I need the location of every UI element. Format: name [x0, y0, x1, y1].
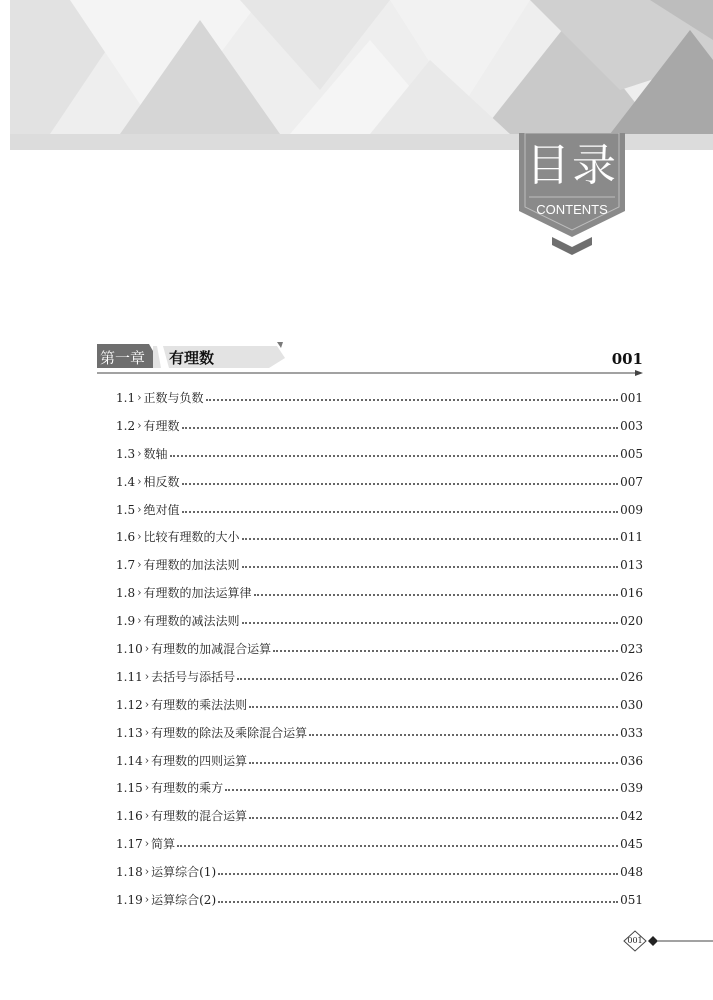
toc-entry[interactable]	[116, 523, 643, 551]
toc-entry-title: 简算	[151, 837, 176, 852]
toc-entry[interactable]	[116, 440, 643, 468]
toc-entry-number: 1.7	[116, 558, 136, 573]
toc-entry-number: 1.12	[116, 697, 143, 712]
chapter-rule	[97, 369, 643, 377]
toc-leader-dots	[242, 566, 619, 568]
toc-entry-title: 有理数的四则运算	[151, 753, 248, 768]
toc-leader-dots	[225, 789, 618, 791]
toc-entry-number: 1.19	[116, 892, 143, 907]
toc-entry-page: 001	[620, 390, 643, 405]
toc-entry-number: 1.17	[116, 837, 143, 852]
toc-entry[interactable]	[116, 635, 643, 663]
chevron-right-icon: ›	[144, 697, 150, 711]
chevron-right-icon: ›	[144, 753, 150, 767]
footer-page-number: 001	[627, 936, 643, 945]
toc-entry-title: 数轴	[143, 446, 168, 461]
chevron-right-icon: ›	[144, 641, 150, 655]
toc-entry[interactable]	[116, 886, 643, 914]
toc-entry-number: 1.14	[116, 753, 143, 768]
toc-entry-page: 030	[620, 697, 643, 712]
contents-subtitle: CONTENTS	[536, 202, 608, 217]
chevron-right-icon: ›	[144, 892, 150, 906]
toc-leader-dots	[177, 845, 618, 847]
toc-entry[interactable]	[116, 384, 643, 412]
toc-entry-number: 1.15	[116, 781, 143, 796]
toc-leader-dots	[309, 734, 618, 736]
toc-entry-title: 正数与负数	[143, 390, 204, 405]
chevron-right-icon: ›	[137, 474, 142, 488]
toc-leader-dots	[182, 511, 619, 513]
toc-entry[interactable]	[116, 691, 643, 719]
toc-entry-title: 有理数	[143, 418, 180, 433]
chevron-right-icon: ›	[144, 669, 150, 683]
toc-leader-dots	[218, 901, 618, 903]
toc-entry[interactable]	[116, 747, 643, 775]
chevron-right-icon: ›	[144, 781, 150, 795]
toc-entry[interactable]	[116, 830, 643, 858]
toc-leader-dots	[182, 483, 619, 485]
toc-entry-number: 1.16	[116, 809, 143, 824]
toc-entry-page: 011	[620, 530, 643, 545]
toc-entry-page: 016	[620, 586, 643, 601]
toc-entry-page: 023	[620, 641, 643, 656]
chevron-right-icon: ›	[137, 614, 142, 628]
toc-leader-dots	[206, 399, 619, 401]
toc-entry-title: 有理数的除法及乘除混合运算	[151, 725, 308, 740]
toc-entry-page: 045	[620, 837, 643, 852]
contents-title: 目录	[526, 140, 618, 191]
toc-leader-dots	[254, 594, 619, 596]
chevron-right-icon: ›	[137, 530, 142, 544]
toc-entry[interactable]	[116, 579, 643, 607]
chapter-title[interactable]: 有理数	[169, 349, 215, 367]
chevron-right-icon: ›	[144, 725, 150, 739]
toc-entry-number: 1.18	[116, 865, 143, 880]
toc-entry[interactable]	[116, 551, 643, 579]
chevron-right-icon: ›	[144, 809, 150, 823]
toc-entry-title: 运算综合(2)	[151, 892, 217, 907]
toc-entry-number: 1.4	[116, 474, 136, 489]
toc-entry-title: 有理数的加减混合运算	[151, 641, 272, 656]
toc-leader-dots	[242, 622, 619, 624]
toc-entry-page: 007	[620, 474, 643, 489]
toc-entry-number: 1.13	[116, 725, 143, 740]
chevron-right-icon: ›	[137, 446, 142, 460]
toc-entry-page: 039	[620, 781, 643, 796]
toc-entry-page: 026	[620, 669, 643, 684]
toc-entry[interactable]	[116, 468, 643, 496]
chapter-heading	[97, 342, 643, 378]
toc-entry-title: 去括号与添括号	[151, 669, 236, 684]
toc-leader-dots	[242, 538, 619, 540]
toc-entry-title: 有理数的加法运算律	[143, 586, 252, 601]
toc-entry-title: 有理数的减法法则	[143, 614, 240, 629]
toc-entry-page: 009	[620, 502, 643, 517]
toc-leader-dots	[237, 678, 618, 680]
toc-entry[interactable]	[116, 496, 643, 524]
toc-entry-title: 有理数的乘方	[151, 781, 224, 796]
toc-entry[interactable]	[116, 663, 643, 691]
toc-entry-number: 1.8	[116, 586, 136, 601]
header-banner	[10, 0, 713, 150]
chevron-right-icon: ›	[144, 837, 150, 851]
toc-entry-number: 1.3	[116, 446, 136, 461]
chevron-right-icon: ›	[137, 418, 142, 432]
toc-entry-page: 005	[620, 446, 643, 461]
toc-leader-dots	[249, 762, 618, 764]
chevron-right-icon: ›	[137, 390, 142, 404]
toc-entry-number: 1.6	[116, 530, 136, 545]
toc-entry-title: 绝对值	[143, 502, 180, 517]
chevron-right-icon: ›	[144, 865, 150, 879]
chapter-page-number: 001	[611, 350, 643, 368]
toc-entry-title: 运算综合(1)	[151, 865, 217, 880]
toc-entry-number: 1.9	[116, 614, 136, 629]
toc-entry-title: 有理数的混合运算	[151, 809, 248, 824]
toc-entry-page: 036	[620, 753, 643, 768]
chevron-right-icon: ›	[137, 502, 142, 516]
chevron-right-icon: ›	[137, 586, 142, 600]
toc-leader-dots	[170, 455, 619, 457]
toc-entry-title: 有理数的乘法法则	[151, 697, 248, 712]
toc-entry-title: 有理数的加法法则	[143, 558, 240, 573]
toc-entry-page: 051	[620, 892, 643, 907]
toc-entry-number: 1.11	[116, 669, 143, 684]
toc-entry-title: 相反数	[143, 474, 180, 489]
toc-entry-page: 013	[620, 558, 643, 573]
toc-leader-dots	[218, 873, 618, 875]
toc-leader-dots	[249, 706, 618, 708]
toc-entry-number: 1.1	[116, 390, 136, 405]
toc-leader-dots	[249, 817, 618, 819]
chevron-right-icon: ›	[137, 558, 142, 572]
toc-entry-number: 1.2	[116, 418, 136, 433]
toc-entry-page: 042	[620, 809, 643, 824]
toc-entry-page: 020	[620, 614, 643, 629]
toc-entry[interactable]	[116, 774, 643, 802]
toc-entry[interactable]	[116, 412, 643, 440]
toc-list	[116, 384, 643, 914]
toc-entry-page: 003	[620, 418, 643, 433]
toc-entry-title: 比较有理数的大小	[143, 530, 240, 545]
toc-entry[interactable]	[116, 802, 643, 830]
toc-entry-page: 048	[620, 865, 643, 880]
chapter-label: 第一章	[100, 349, 146, 367]
toc-entry-number: 1.10	[116, 641, 143, 656]
toc-leader-dots	[273, 650, 618, 652]
toc-entry[interactable]	[116, 719, 643, 747]
toc-entry-number: 1.5	[116, 502, 136, 517]
toc-entry-page: 033	[620, 725, 643, 740]
toc-leader-dots	[182, 427, 619, 429]
toc-entry[interactable]	[116, 607, 643, 635]
toc-entry[interactable]	[116, 858, 643, 886]
